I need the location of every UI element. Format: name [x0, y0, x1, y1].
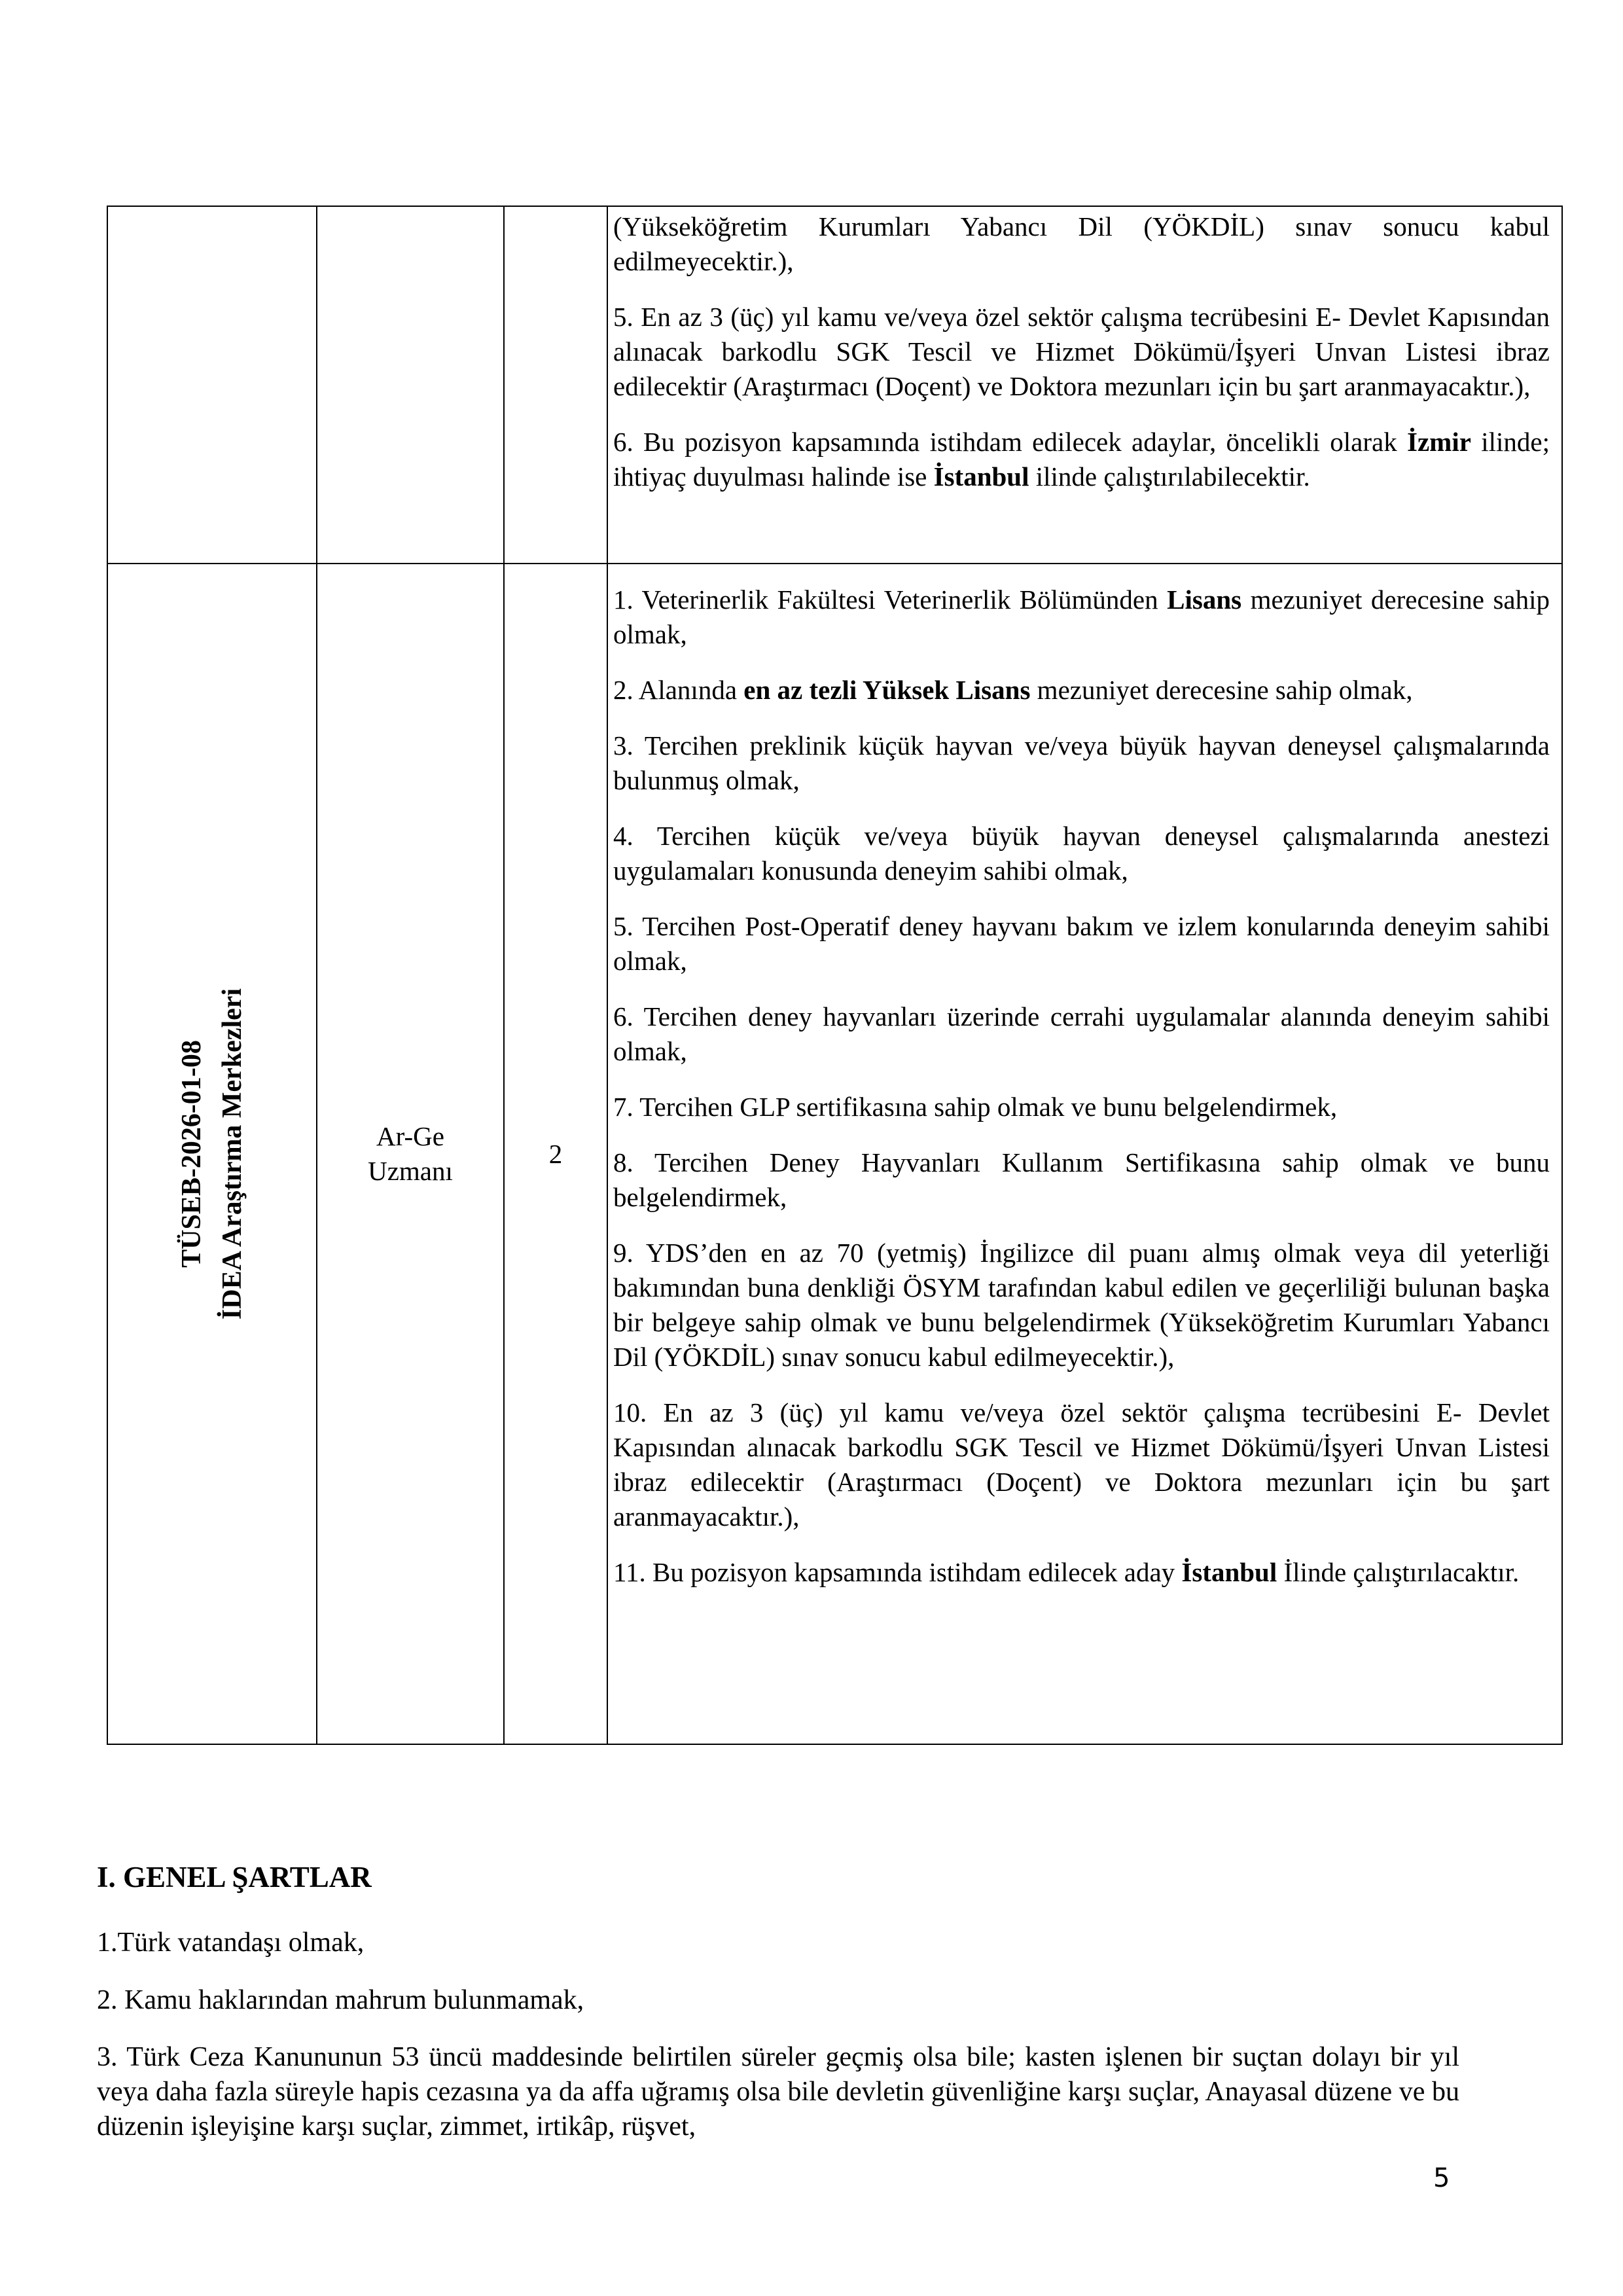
requirement-item — [613, 673, 1550, 708]
requirement-item — [613, 909, 1550, 978]
requirement-text: 11. Bu pozisyon kapsamında istihdam edilecek aday — [613, 1557, 1182, 1587]
code-cell-empty — [107, 206, 317, 564]
research-unit: İDEA Araştırma Merkezleri — [217, 988, 247, 1320]
requirement-text: 5. Tercihen Post-Operatif deney hayvanı bakım ve izlem konularında deneyim sahibi olmak, — [613, 911, 1550, 976]
table-row-continued — [107, 206, 1562, 564]
requirement-text: 10. En az 3 (üç) yıl kamu ve/veya özel sektör çalışma tecrübesini E- Devlet Kapısından alınacak barkodlu SGK Tescil ve Hizmet Dökümü/İşyeri Unvan Listesi ibraz edilecektir (Araştırmacı (Doçent) ve Doktora mezunları için bu şart aranmayacaktır.), — [613, 1397, 1550, 1532]
requirement-text: ilinde; ihtiyaç duyulması halinde ise — [613, 427, 1550, 492]
requirement-text: 1. Veterinerlik Fakültesi Veterinerlik Bölümünden — [613, 584, 1168, 615]
count-cell — [504, 564, 607, 1744]
requirement-emphasis: Lisans — [1167, 584, 1242, 615]
requirement-emphasis: en az tezli Yüksek Lisans — [743, 675, 1031, 705]
requirement-text: 6. Tercihen deney hayvanları üzerinde cerrahi uygulamalar alanında deneyim sahibi olmak, — [613, 1001, 1550, 1066]
code-cell — [107, 564, 317, 1744]
count-cell-empty — [504, 206, 607, 564]
requirement-item — [613, 999, 1550, 1069]
requirement-item — [613, 1090, 1550, 1124]
requirement-text: (Yükseköğretim Kurumları Yabancı Dil (YÖKDİL) sınav sonucu kabul edilmeyecektir.), — [613, 211, 1550, 276]
requirement-item — [613, 1395, 1550, 1534]
position-count: 2 — [548, 1138, 563, 1169]
position-cell — [317, 564, 504, 1744]
page-number: 5 — [1433, 2163, 1450, 2193]
requirement-text: ilinde çalıştırılabilecektir. — [1029, 461, 1310, 492]
requirement-text: 8. Tercihen Deney Hayvanları Kullanım Sertifikasına sahip olmak ve bunu belgelendirmek, — [613, 1147, 1550, 1212]
requirement-text: 2. Alanında — [613, 675, 744, 705]
requirement-text: İlinde çalıştırılacaktır. — [1277, 1557, 1520, 1587]
position-code: TÜSEB-2026-01-08 — [177, 1040, 207, 1268]
requirement-emphasis: İzmir — [1407, 427, 1471, 457]
general-item: 3. Türk Ceza Kanununun 53 üncü maddesinde belirtilen süreler geçmiş olsa bile; kasten işlenen bir suçtan dolayı bir yıl veya daha fazla süreyle hapis cezasına ya da affa uğramış olsa bile devletin güvenliğine karşı suçlar, Anayasal düzene ve bu düzenin işleyişine karşı suçlar, zimmet, irtikâp, rüşvet, — [97, 2042, 1459, 2142]
section-title: I. GENEL ŞARTLAR — [97, 1861, 372, 1893]
requirement-emphasis: İstanbul — [933, 461, 1029, 492]
vertical-label — [171, 988, 253, 1319]
requirement-text: 7. Tercihen GLP sertifikasına sahip olmak ve bunu belgelendirmek, — [613, 1092, 1338, 1122]
requirement-item — [613, 819, 1550, 888]
requirement-item — [613, 425, 1550, 494]
position-cell-empty — [317, 206, 504, 564]
requirement-item — [613, 1145, 1550, 1215]
position-title: Ar-Ge Uzmanı — [368, 1121, 453, 1186]
requirements-list — [608, 564, 1561, 1608]
requirement-item — [613, 300, 1550, 404]
table-row-position — [107, 564, 1562, 1744]
requirement-text: mezuniyet derecesine sahip olmak, — [1030, 675, 1413, 705]
requirement-item — [613, 1555, 1550, 1590]
requirement-text: 3. Tercihen preklinik küçük hayvan ve/veya büyük hayvan deneysel çalışmalarında bulunmuş olmak, — [613, 730, 1550, 795]
requirements-cell — [607, 564, 1562, 1744]
general-item: 1.Türk vatandaşı olmak, — [97, 1928, 365, 1958]
requirement-item — [613, 583, 1550, 652]
requirement-item — [613, 209, 1550, 279]
requirement-text: 9. YDS’den en az 70 (yetmiş) İngilizce dil puanı almış olmak veya dil yeterliği bakımından buna denkliği ÖSYM tarafından kabul edilen ve geçerliliği bulunan başka bir belgeye sahip olmak ve bunu belgelendirmek (Yükseköğretim Kurumları Yabancı Dil (YÖKDİL) sınav sonucu kabul edilmeyecektir.), — [613, 1238, 1550, 1372]
requirement-text: mezuniyet derecesine sahip olmak, — [613, 584, 1550, 649]
requirements-table — [107, 206, 1563, 1745]
requirements-cell — [607, 206, 1562, 564]
general-item: 2. Kamu haklarından mahrum bulunmamak, — [97, 1985, 584, 2015]
requirement-text: 5. En az 3 (üç) yıl kamu ve/veya özel sektör çalışma tecrübesini E- Devlet Kapısından alınacak barkodlu SGK Tescil ve Hizmet Dökümü/İşyeri Unvan Listesi ibraz edilecektir (Araştırmacı (Doçent) ve Doktora mezunları için bu şart aranmayacaktır.), — [613, 302, 1550, 401]
requirement-item — [613, 1236, 1550, 1374]
requirement-text: 6. Bu pozisyon kapsamında istihdam edilecek adaylar, öncelikli olarak — [613, 427, 1408, 457]
requirement-emphasis: İstanbul — [1181, 1557, 1277, 1587]
requirements-list — [608, 207, 1561, 507]
requirement-item — [613, 728, 1550, 798]
requirement-text: 4. Tercihen küçük ve/veya büyük hayvan deneysel çalışmalarında anestezi uygulamaları konusunda deneyim sahibi olmak, — [613, 821, 1550, 886]
